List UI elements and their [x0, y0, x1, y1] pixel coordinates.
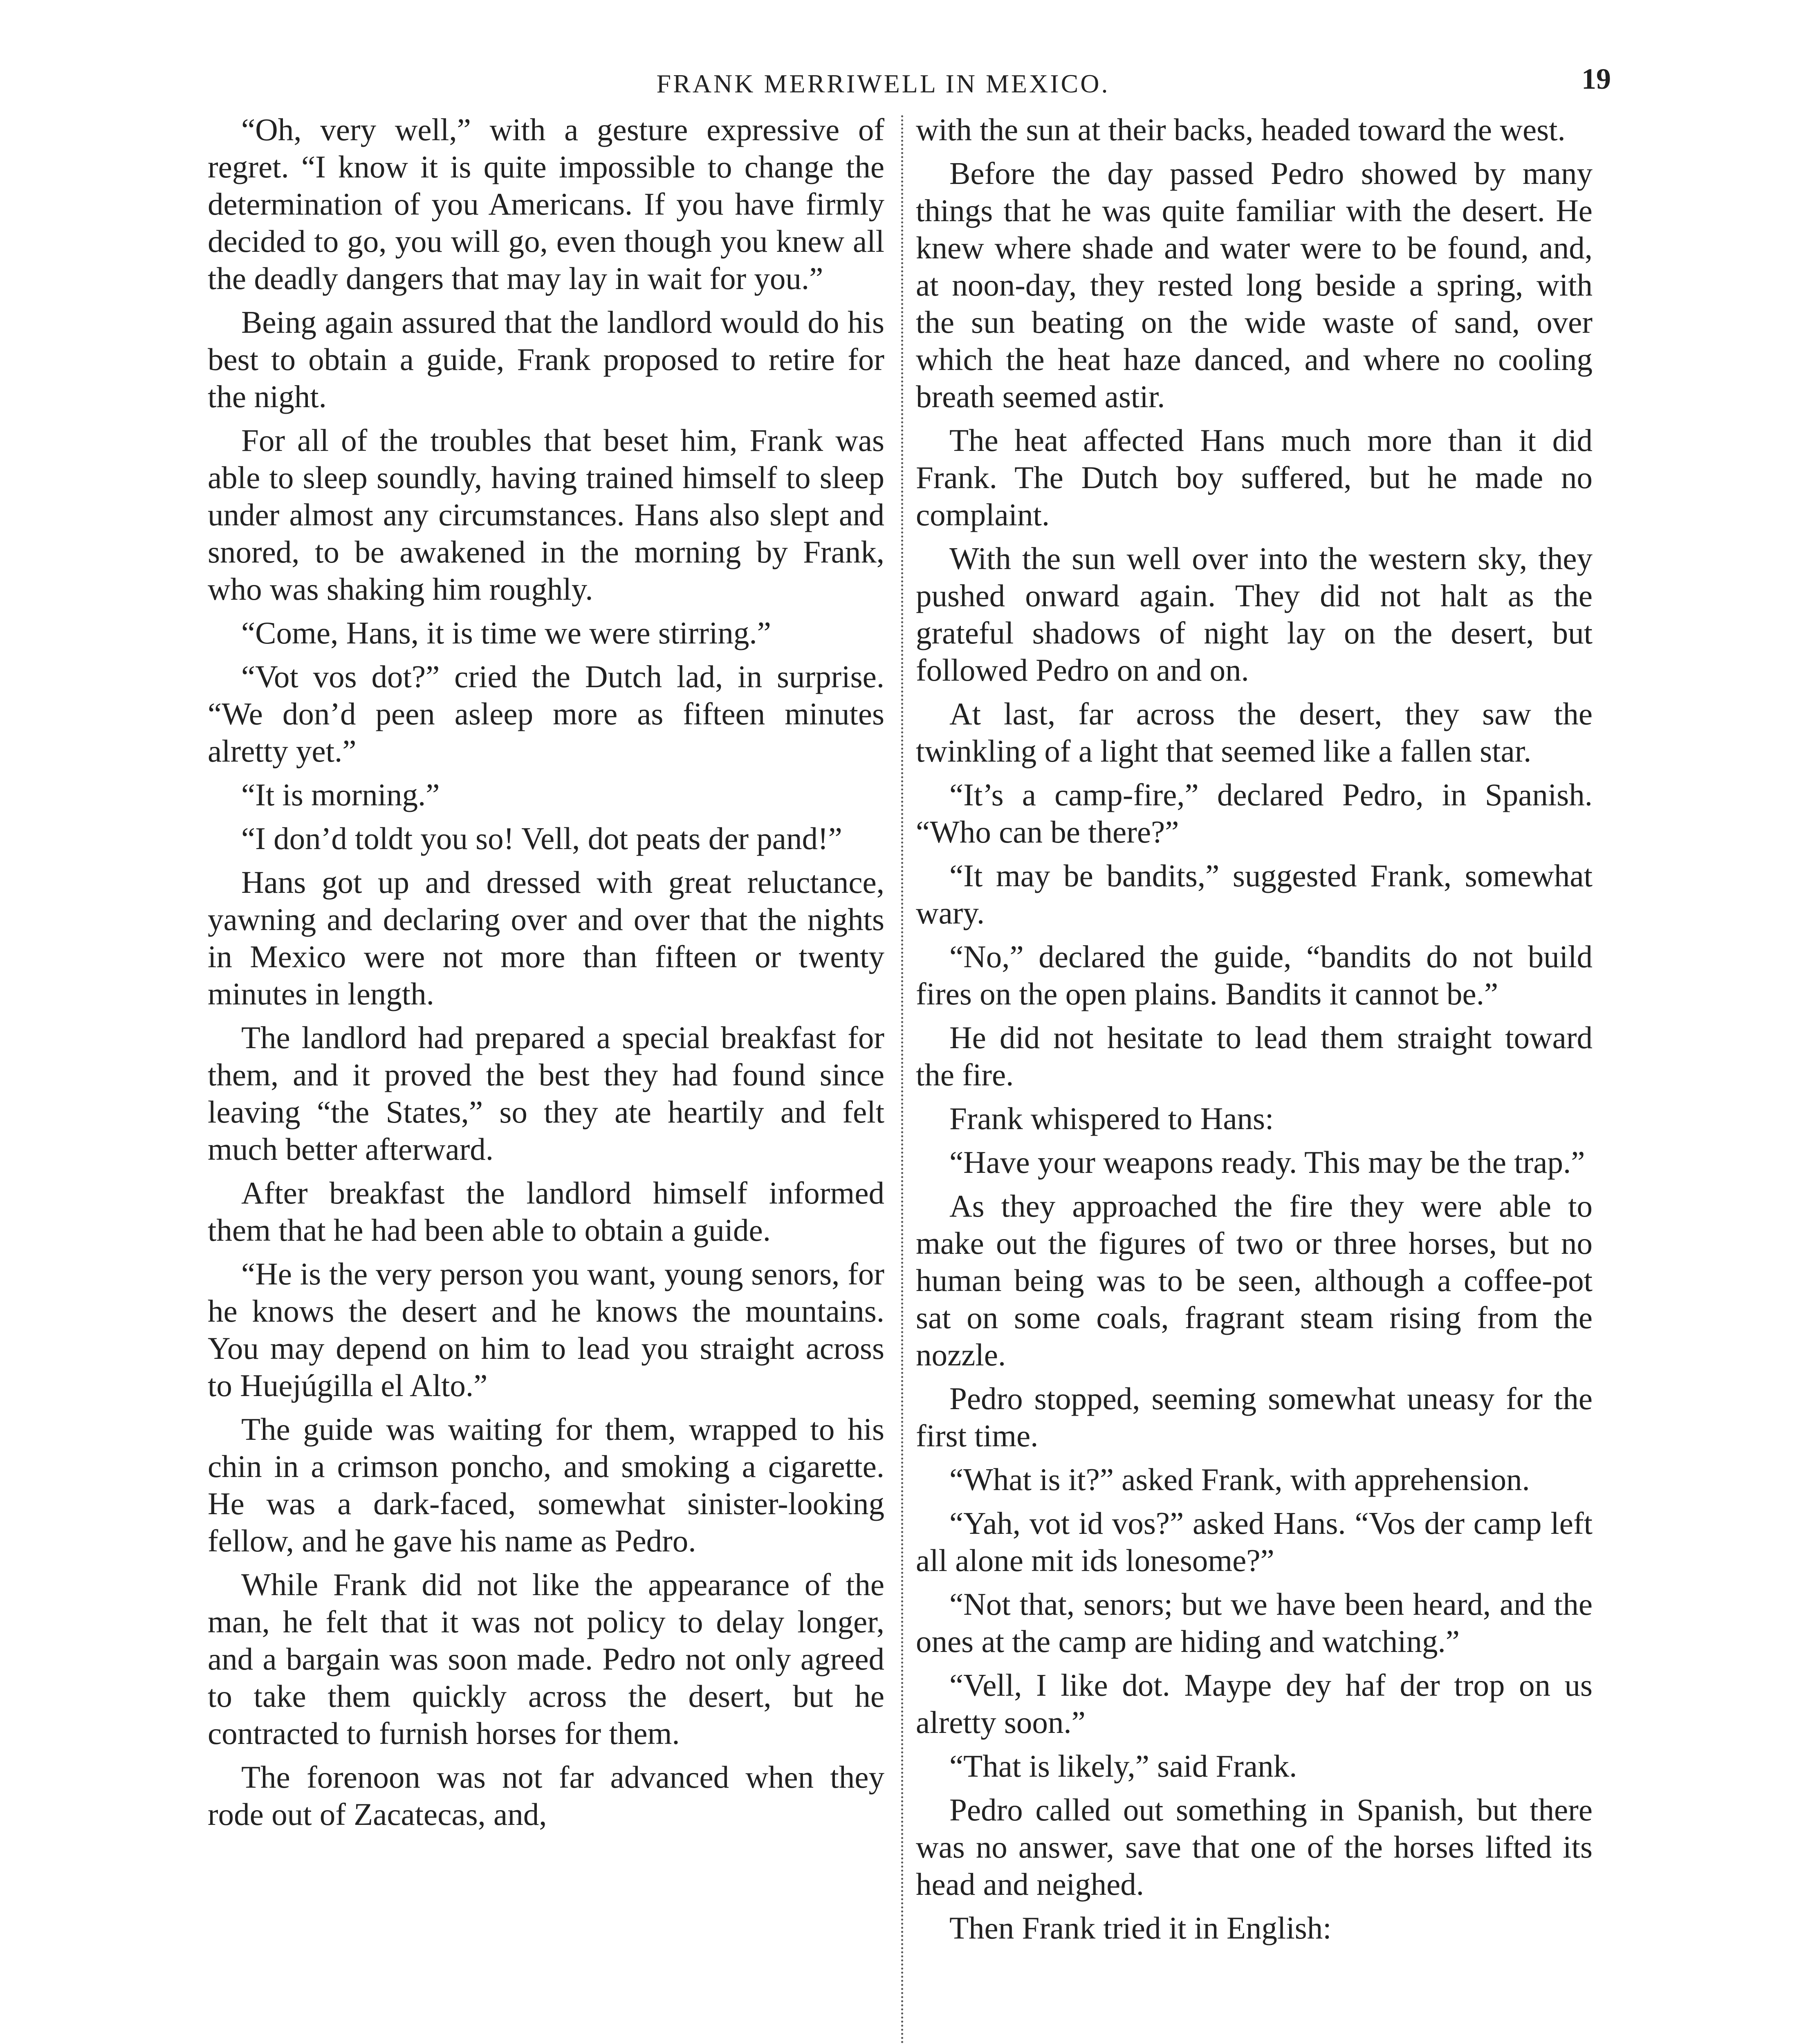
- paragraph: The guide was waiting for them, wrapped to his chin in a crimson poncho, and smoking a cigarette. He was a dark-faced, somewhat sinister-looking fellow, and he gave his name as Pedro.: [208, 1412, 884, 1558]
- paragraph: The heat affected Hans much more than it did Frank. The Dutch boy suffered, but he made no complaint.: [916, 423, 1593, 532]
- paragraph: “Oh, very well,” with a gesture expressive of regret. “I know it is quite impossible to change the determination of you Americans. If you have firmly decided to go, you will go, even though you knew all the deadly dangers that may lay in wait for you.”: [208, 112, 884, 296]
- paragraph: “It may be bandits,” suggested Frank, somewhat wary.: [916, 858, 1593, 930]
- paragraph: Being again assured that the landlord would do his best to obtain a guide, Frank proposed to retire for the night.: [208, 305, 884, 414]
- paragraph: Pedro called out something in Spanish, but there was no answer, save that one of the horses lifted its head and neighed.: [916, 1792, 1593, 1902]
- paragraph: Before the day passed Pedro showed by many things that he was quite familiar with the desert. He knew where shade and water were to be found, and, at noon-day, they rested long beside a spring, with the sun beating on the wide waste of sand, over which the heat haze danced, and where no cooling breath seemed astir.: [916, 156, 1593, 414]
- paragraph: “It is morning.”: [241, 777, 440, 812]
- paragraph: While Frank did not like the appearance of the man, he felt that it was not policy to delay longer, and a bargain was soon made. Pedro not only agreed to take them quickly across the desert, but he contracted to furnish horses for them.: [208, 1567, 884, 1751]
- paragraph: “What is it?” asked Frank, with apprehension.: [949, 1462, 1530, 1497]
- paragraph: “Come, Hans, it is time we were stirring.”: [241, 615, 771, 650]
- page-number: 19: [1581, 63, 1611, 95]
- paragraph: “I don’d toldt you so! Vell, dot peats der pand!”: [241, 821, 842, 856]
- left-text-column: [208, 111, 884, 2044]
- paragraph: After breakfast the landlord himself informed them that he had been able to obtain a guide.: [208, 1175, 884, 1248]
- paragraph: “No,” declared the guide, “bandits do not build fires on the open plains. Bandits it cannot be.”: [916, 939, 1593, 1011]
- paragraph: He did not hesitate to lead them straight toward the fire.: [916, 1020, 1593, 1092]
- paragraph: “Vell, I like dot. Maype dey haf der trop on us alretty soon.”: [916, 1667, 1593, 1740]
- paragraph: Hans got up and dressed with great reluctance, yawning and declaring over and over that the nights in Mexico were not more than fifteen or twenty minutes in length.: [208, 865, 884, 1011]
- paragraph: “Yah, vot id vos?” asked Hans. “Vos der camp left all alone mit ids lonesome?”: [916, 1506, 1593, 1578]
- paragraph: “That is likely,” said Frank.: [949, 1748, 1297, 1784]
- right-text-column: [916, 111, 1593, 2044]
- column-divider: [901, 115, 903, 2044]
- paragraph: Frank whispered to Hans:: [949, 1101, 1274, 1136]
- paragraph: For all of the troubles that beset him, Frank was able to sleep soundly, having trained himself to sleep under almost any circumstances. Hans also slept and snored, to be awakened in the morning by Frank, who was shaking him roughly.: [208, 423, 884, 607]
- paragraph: “It’s a camp-fire,” declared Pedro, in Spanish. “Who can be there?”: [916, 777, 1593, 849]
- paragraph: The forenoon was not far advanced when they rode out of Zacatecas, and,: [208, 1759, 884, 1832]
- paragraph: At last, far across the desert, they saw the twinkling of a light that seemed like a fallen star.: [916, 696, 1593, 769]
- paragraph: Then Frank tried it in English:: [949, 1910, 1332, 1945]
- paragraph-continuation: with the sun at their backs, headed toward the west.: [916, 112, 1566, 147]
- running-header-title: FRANK MERRIWELL IN MEXICO.: [656, 69, 1110, 98]
- paragraph: As they approached the fire they were able to make out the figures of two or three horses, but no human being was to be seen, although a coffee-pot sat on some coals, fragrant steam rising from the nozzle.: [916, 1188, 1593, 1372]
- paragraph: “Have your weapons ready. This may be the trap.”: [949, 1145, 1585, 1180]
- paragraph: “Vot vos dot?” cried the Dutch lad, in surprise. “We don’d peen asleep more as fifteen minutes alretty yet.”: [208, 659, 884, 769]
- paragraph: “He is the very person you want, young senors, for he knows the desert and he knows the mountains. You may depend on him to lead you straight across to Huejúgilla el Alto.”: [208, 1256, 884, 1403]
- paragraph: Pedro stopped, seeming somewhat uneasy for the first time.: [916, 1381, 1593, 1453]
- paragraph: The landlord had prepared a special breakfast for them, and it proved the best they had found since leaving “the States,” so they ate heartily and felt much better afterward.: [208, 1020, 884, 1167]
- paragraph: With the sun well over into the western sky, they pushed onward again. They did not halt as the grateful shadows of night lay on the desert, but followed Pedro on and on.: [916, 541, 1593, 688]
- paragraph: “Not that, senors; but we have been heard, and the ones at the camp are hiding and watching.”: [916, 1587, 1593, 1659]
